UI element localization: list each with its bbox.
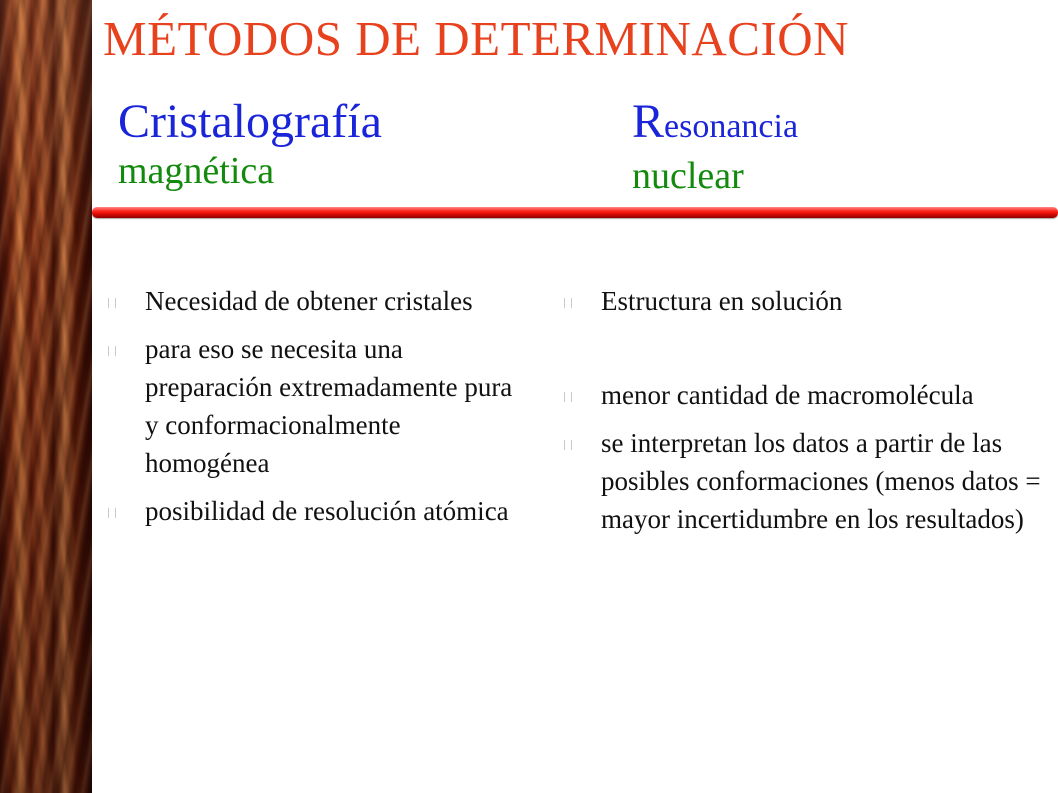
list-item-text: Estructura en solución (601, 286, 843, 316)
bullet-icon (108, 508, 116, 518)
list-item-text: se interpretan los datos a partir de las posibles conformaciones (menos datos = mayor incertidumbre en los resultados) (601, 428, 1041, 534)
right-heading-initial: R (632, 95, 665, 148)
bullet-icon (564, 298, 572, 308)
left-heading-line2: magnética (118, 150, 275, 192)
list-item-text: para eso se necesita una preparación extremadamente pura y conformacionalmente homogénea (145, 334, 513, 478)
right-bullet-list (564, 282, 1056, 548)
list-item-text: posibilidad de resolución atómica (145, 496, 509, 526)
right-heading-line2: nuclear (632, 155, 744, 197)
bullet-icon (108, 346, 116, 356)
left-column-heading (118, 96, 598, 194)
list-item (564, 424, 1056, 538)
list-item (564, 376, 1056, 414)
list-item-text: Necesidad de obtener cristales (145, 286, 473, 316)
list-item-text: menor cantidad de macromolécula (601, 380, 974, 410)
bullet-icon (564, 440, 572, 450)
slide-title: MÉTODOS DE DETERMINACIÓN (103, 11, 850, 66)
list-item (108, 282, 528, 320)
bullet-icon (564, 392, 572, 402)
header-divider-bar (92, 207, 1058, 218)
wood-shading (0, 0, 92, 793)
list-item (564, 282, 1056, 320)
right-heading-line1 (632, 96, 1052, 153)
right-column-heading (632, 96, 1052, 199)
right-heading-line1-rest: esonancia (664, 108, 799, 145)
bullet-icon (108, 298, 116, 308)
left-heading-line1: Cristalografía (118, 95, 382, 148)
list-item (108, 330, 528, 482)
left-bullet-list (108, 282, 528, 540)
list-item (108, 492, 528, 530)
